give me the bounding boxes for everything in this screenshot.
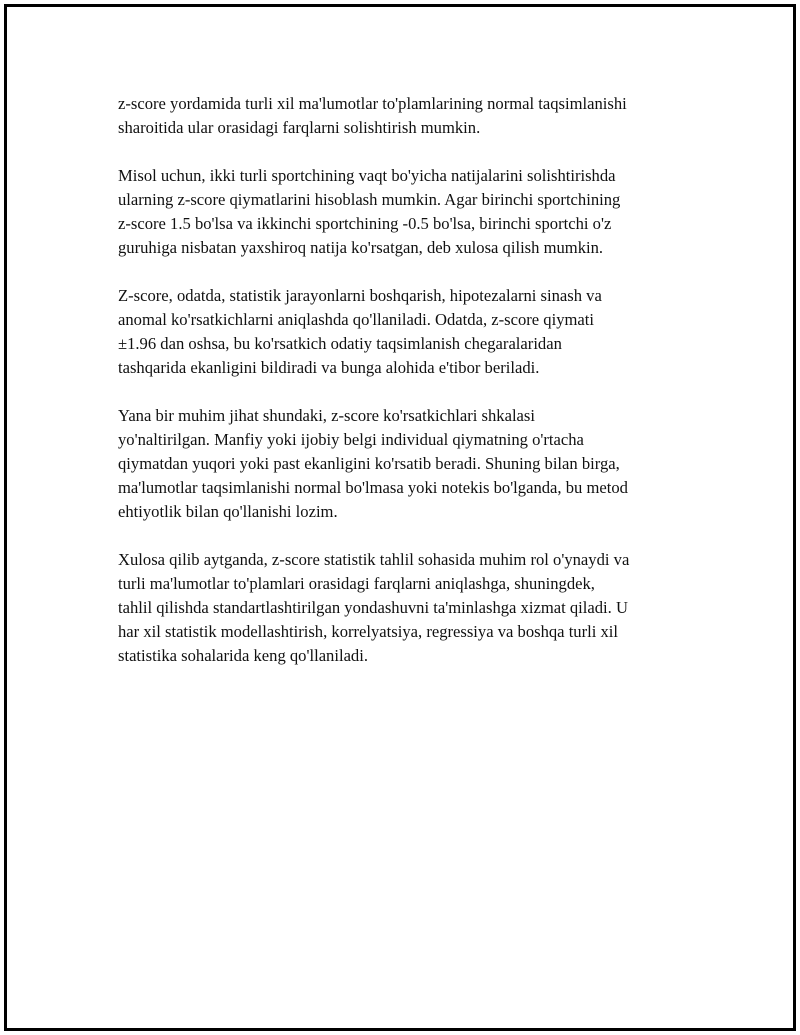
paragraph-3: Z-score, odatda, statistik jarayonlarni boshqarish, hipotezalarni sinash va anomal ko'rsatkichlarni aniqlashda qo'llaniladi. Odatda, z-score qiymati ±1.96 dan oshsa, bu ko'rsatkich odatiy taqsimlanish chegaralaridan tashqarida ekanligini bildiradi va bunga alohida e'tibor beriladi. — [118, 286, 602, 377]
paragraph-5: Xulosa qilib aytganda, z-score statistik tahlil sohasida muhim rol o'ynaydi va turli ma'lumotlar to'plamlari orasidagi farqlarni aniqlashga, shuningdek, tahlil qilishda standartlashtirilgan yondashuvni ta'minlashga xizmat qiladi. U har xil statistik modellashtirish, korrelyatsiya, regressiya va boshqa turli xil statistika sohalarida keng qo'llaniladi. — [118, 550, 630, 665]
paragraph-2: Misol uchun, ikki turli sportchining vaqt bo'yicha natijalarini solishtirishda ularning z-score qiymatlarini hisoblash mumkin. Agar birinchi sportchining z-score 1.5 bo'lsa va ikkinchi sportchining -0.5 bo'lsa, birinchi sportchi o'z guruhiga nisbatan yaxshiroq natija ko'rsatgan, deb xulosa qilish mumkin. — [118, 166, 621, 257]
paragraph-4: Yana bir muhim jihat shundaki, z-score ko'rsatkichlari shkalasi yo'naltirilgan. Manfiy yoki ijobiy belgi individual qiymatning o'rtacha qiymatdan yuqori yoki past ekanligini ko'rsatib beradi. Shuning bilan birga, ma'lumotlar taqsimlanishi normal bo'lmasa yoki notekis bo'lganda, bu metod ehtiyotlik bilan qo'llanishi lozim. — [118, 406, 628, 521]
document-body — [118, 92, 698, 692]
paragraph-1: z-score yordamida turli xil ma'lumotlar to'plamlarining normal taqsimlanishi sharoitida ular orasidagi farqlarni solishtirish mumkin. — [118, 94, 627, 137]
